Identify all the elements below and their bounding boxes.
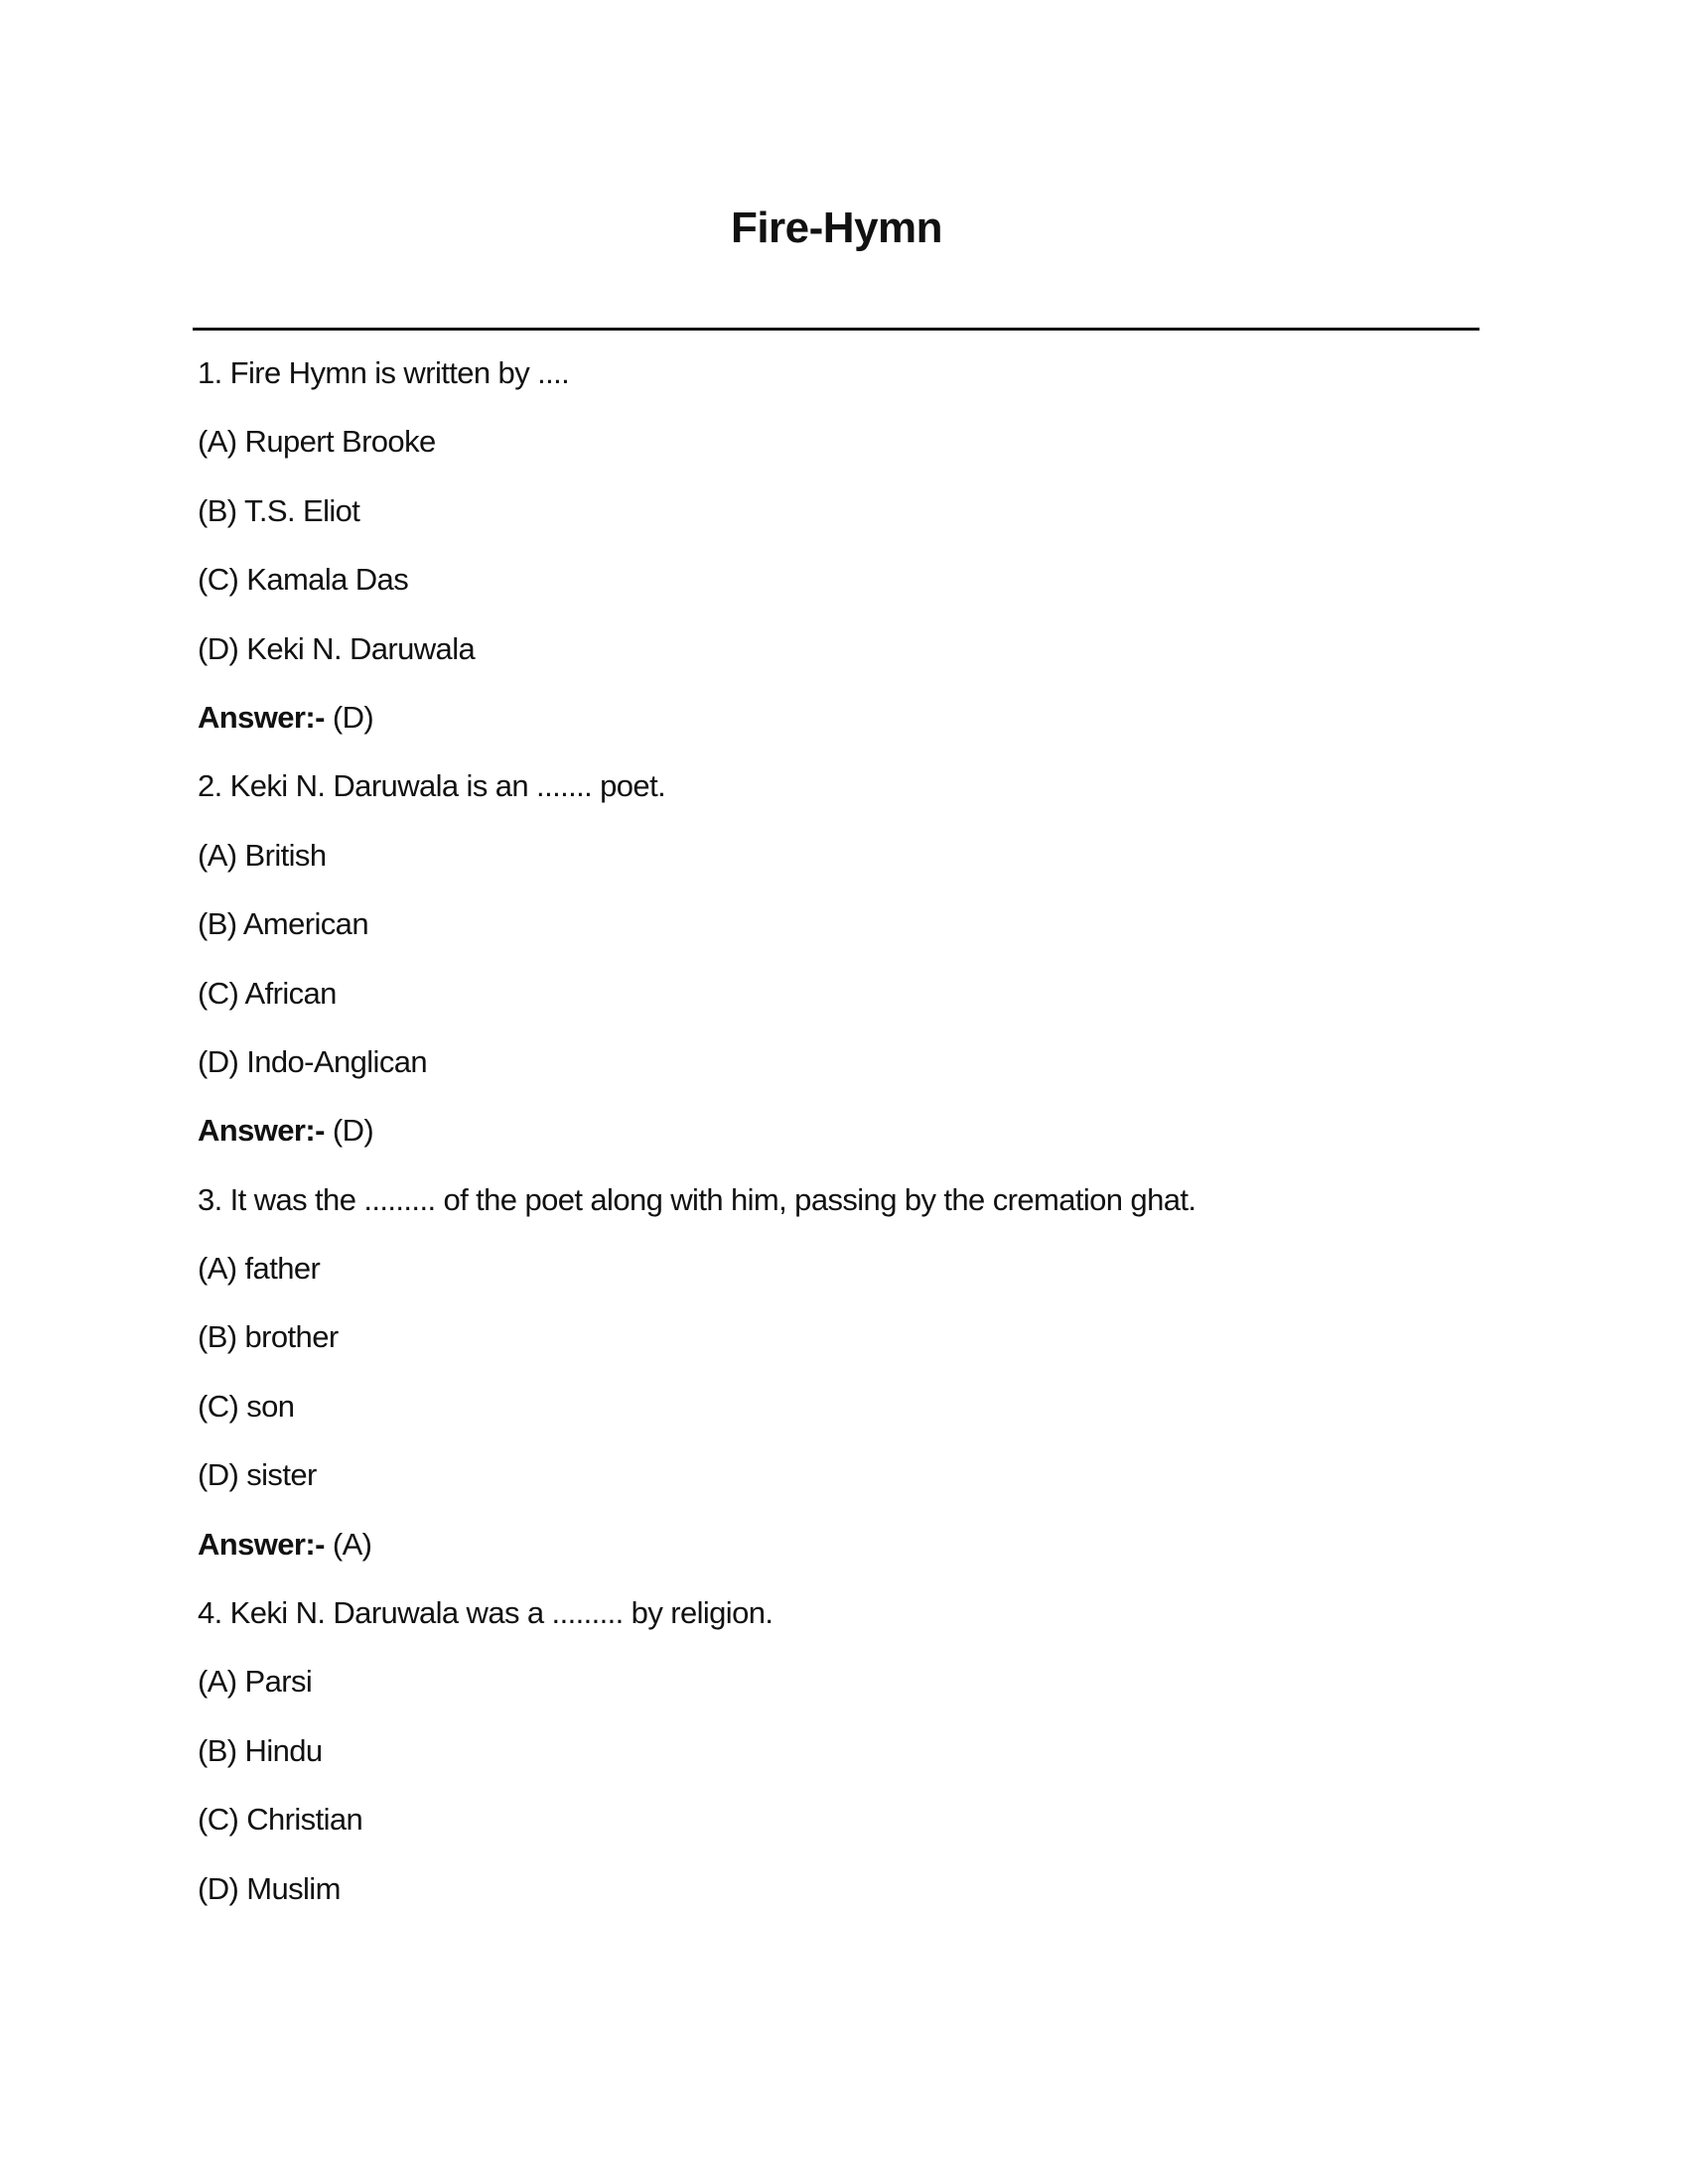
question-text: 1. Fire Hymn is written by .... [198,355,570,390]
answer-option: (A) Parsi [198,1664,313,1700]
answer-value: (A) [324,1526,372,1562]
question-text: 2. Keki N. Daruwala is an ....... poet. [198,768,666,804]
answer-label: Answer:- [198,699,325,735]
answer-label: Answer:- [198,1113,325,1149]
answer-option: (B) Hindu [198,1732,323,1768]
answer-option: (B) American [198,906,368,942]
page-title: Fire-Hymn [730,204,943,252]
answer-option: (D) sister [198,1457,317,1493]
answer-option: (C) son [198,1388,295,1424]
answer-value: (D) [324,1113,374,1149]
answer-line [198,1096,1196,1164]
answer-option: (A) Rupert Brooke [198,424,436,460]
question-text: 4. Keki N. Daruwala was a ......... by religion. [198,1595,774,1631]
answer-value: (D) [324,699,374,735]
answer-option: (C) Kamala Das [198,562,409,598]
answer-option: (C) African [198,975,337,1011]
answer-label: Answer:- [198,1526,325,1562]
answer-option: (D) Indo-Anglican [198,1043,428,1079]
answer-option: (A) British [198,837,327,873]
answer-line [198,683,1196,751]
answer-option: (A) father [198,1251,321,1287]
question-text: 3. It was the ......... of the poet along with him, passing by the cremation ghat. [198,1181,1196,1217]
answer-option: (B) T.S. Eliot [198,492,360,528]
title-divider [193,328,1479,331]
answer-line [198,1510,1196,1578]
answer-option: (D) Muslim [198,1870,341,1906]
answer-option: (C) Christian [198,1802,363,1838]
answer-option: (B) brother [198,1319,339,1355]
question-list [198,339,1196,1923]
answer-option: (D) Keki N. Daruwala [198,630,476,666]
